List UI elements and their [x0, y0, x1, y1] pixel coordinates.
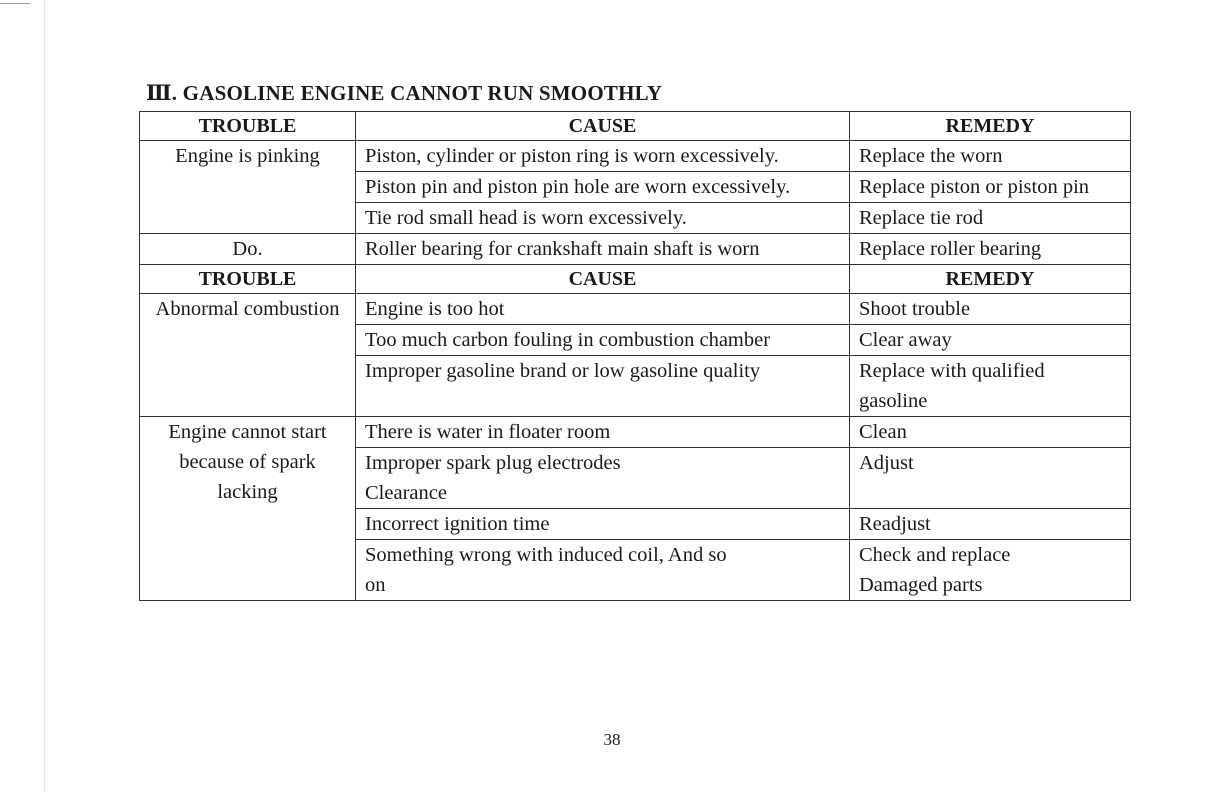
remedy-cell: Readjust — [850, 509, 1131, 540]
cause-cell: Piston, cylinder or piston ring is worn excessively. — [356, 141, 850, 172]
cause-cell: Piston pin and piston pin hole are worn excessively. — [356, 172, 850, 203]
trouble-cell: Do. — [140, 234, 356, 265]
trouble-header: TROUBLE — [140, 265, 356, 294]
remedy-cell: Clean — [850, 417, 1131, 448]
remedy-cell: Replace piston or piston pin — [850, 172, 1131, 203]
remedy-cell: Replace roller bearing — [850, 234, 1131, 265]
cause-header: CAUSE — [356, 265, 850, 294]
cause-cell: Engine is too hot — [356, 294, 850, 325]
section-heading: Ⅲ. GASOLINE ENGINE CANNOT RUN SMOOTHLY — [146, 81, 663, 105]
header-row — [140, 265, 1131, 294]
table-row — [140, 417, 1131, 448]
trouble-cell: Engine is pinking — [140, 141, 356, 234]
remedy-cell: Check and replace Damaged parts — [850, 540, 1131, 601]
cause-header: CAUSE — [356, 112, 850, 141]
remedy-header: REMEDY — [850, 112, 1131, 141]
remedy-cell: Replace the worn — [850, 141, 1131, 172]
remedy-cell: Replace with qualified gasoline — [850, 356, 1131, 417]
remedy-cell: Clear away — [850, 325, 1131, 356]
header-row — [140, 112, 1131, 141]
cause-cell: There is water in floater room — [356, 417, 850, 448]
scan-edge — [44, 0, 45, 792]
cause-cell: Improper gasoline brand or low gasoline quality — [356, 356, 850, 417]
table-row — [140, 141, 1131, 172]
cause-cell: Roller bearing for crankshaft main shaft is worn — [356, 234, 850, 265]
trouble-cell: Abnormal combustion — [140, 294, 356, 417]
scan-edge-mark — [0, 3, 30, 4]
troubleshooting-table — [139, 111, 1131, 601]
remedy-header: REMEDY — [850, 265, 1131, 294]
table-row — [140, 234, 1131, 265]
table-row — [140, 294, 1131, 325]
trouble-cell: Engine cannot start because of spark lacking — [140, 417, 356, 601]
remedy-cell: Replace tie rod — [850, 203, 1131, 234]
cause-cell: Incorrect ignition time — [356, 509, 850, 540]
remedy-cell: Shoot trouble — [850, 294, 1131, 325]
page-number: 38 — [603, 730, 621, 749]
cause-cell: Improper spark plug electrodes Clearance — [356, 448, 850, 509]
remedy-cell: Adjust — [850, 448, 1131, 509]
cause-cell: Tie rod small head is worn excessively. — [356, 203, 850, 234]
trouble-header: TROUBLE — [140, 112, 356, 141]
cause-cell: Something wrong with induced coil, And so on — [356, 540, 850, 601]
cause-cell: Too much carbon fouling in combustion chamber — [356, 325, 850, 356]
